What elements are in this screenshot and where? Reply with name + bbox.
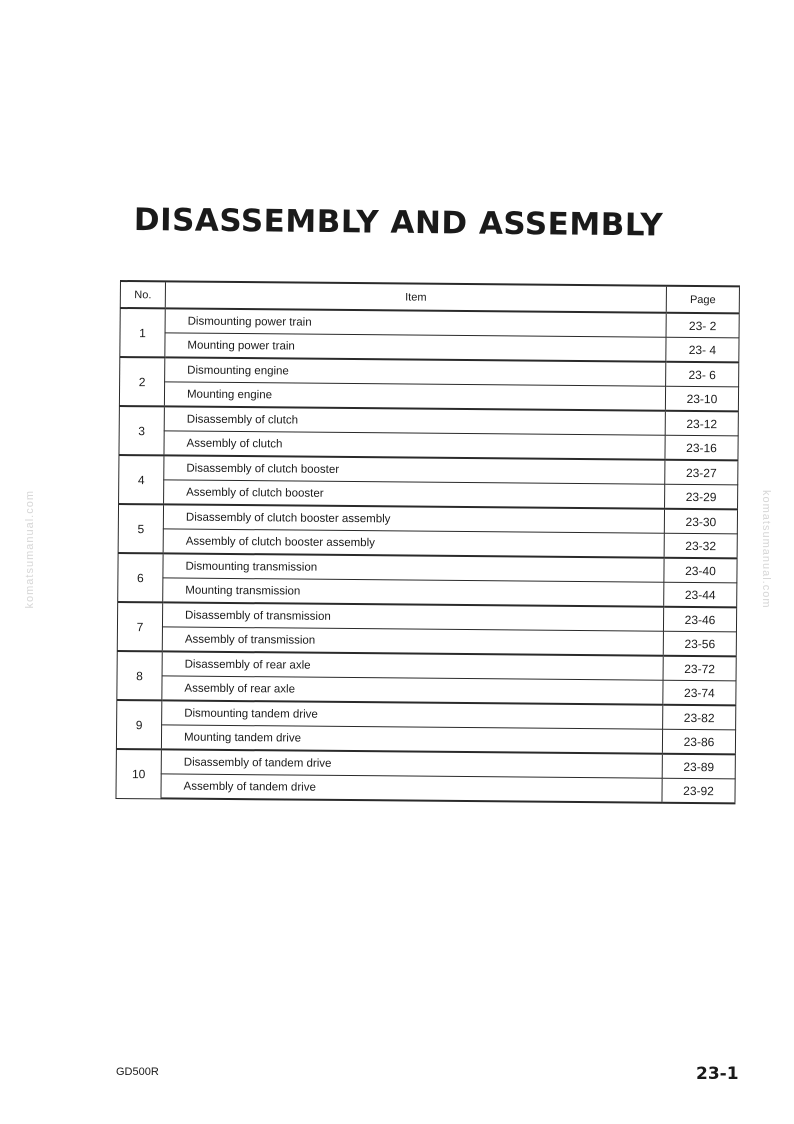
page-reference: 23- 4 <box>666 337 739 362</box>
section-number: 8 <box>117 651 162 700</box>
section-number: 3 <box>119 406 164 455</box>
footer-page-number: 23-1 <box>696 1064 739 1084</box>
item-title: Mounting tandem drive <box>161 725 662 754</box>
page-reference: 23-74 <box>663 680 736 705</box>
item-title: Assembly of transmission <box>162 627 663 656</box>
item-title: Disassembly of clutch booster assembly <box>163 504 664 533</box>
page-reference: 23- 2 <box>666 313 739 338</box>
section-number: 2 <box>119 357 164 406</box>
page-reference: 23-92 <box>662 778 735 803</box>
item-title: Dismounting engine <box>165 357 666 386</box>
item-title: Disassembly of transmission <box>162 602 663 631</box>
item-title: Assembly of clutch <box>164 431 665 460</box>
item-title: Assembly of clutch booster <box>164 480 665 509</box>
page-reference: 23-30 <box>664 509 737 534</box>
page-title: DISASSEMBLY AND ASSEMBLY <box>133 202 664 244</box>
section-number: 5 <box>118 504 163 553</box>
page-reference: 23- 6 <box>666 362 739 387</box>
header-no: No. <box>120 281 165 308</box>
header-page: Page <box>666 286 739 314</box>
section-number: 9 <box>116 700 161 749</box>
item-title: Dismounting power train <box>165 308 666 337</box>
item-title: Mounting transmission <box>163 578 664 607</box>
page-reference: 23-89 <box>662 754 735 779</box>
contents-table <box>115 280 740 804</box>
table-row <box>116 773 735 803</box>
item-title: Assembly of clutch booster assembly <box>163 529 664 558</box>
page-reference: 23-56 <box>663 631 736 656</box>
page-reference: 23-72 <box>663 656 736 681</box>
page-reference: 23-32 <box>664 533 737 558</box>
table-body <box>116 308 739 803</box>
page-reference: 23-82 <box>663 705 736 730</box>
footer-model: GD500R <box>116 1066 159 1078</box>
item-title: Disassembly of rear axle <box>162 651 663 680</box>
page-reference: 23-29 <box>665 484 738 509</box>
page-reference: 23-27 <box>665 460 738 485</box>
page-reference: 23-16 <box>665 435 738 460</box>
item-title: Assembly of tandem drive <box>161 774 662 803</box>
section-number: 4 <box>119 455 164 504</box>
section-number: 10 <box>116 749 161 798</box>
page-reference: 23-46 <box>663 607 736 632</box>
item-title: Mounting engine <box>164 382 665 411</box>
watermark-right: komatsumanual.com <box>760 490 772 609</box>
page-reference: 23-40 <box>664 558 737 583</box>
item-title: Disassembly of clutch booster <box>164 455 665 484</box>
item-title: Dismounting transmission <box>163 553 664 582</box>
item-title: Dismounting tandem drive <box>162 700 663 729</box>
header-item: Item <box>165 281 666 312</box>
page-reference: 23-12 <box>665 411 738 436</box>
section-number: 1 <box>120 308 165 357</box>
section-number: 7 <box>117 602 162 651</box>
item-title: Mounting power train <box>165 333 666 362</box>
item-title: Disassembly of clutch <box>164 406 665 435</box>
page-reference: 23-86 <box>662 729 735 754</box>
page-reference: 23-10 <box>665 386 738 411</box>
section-number: 6 <box>118 553 163 602</box>
item-title: Assembly of rear axle <box>162 676 663 705</box>
watermark-left: komatsumanual.com <box>24 490 36 609</box>
page-reference: 23-44 <box>664 582 737 607</box>
item-title: Disassembly of tandem drive <box>161 749 662 778</box>
